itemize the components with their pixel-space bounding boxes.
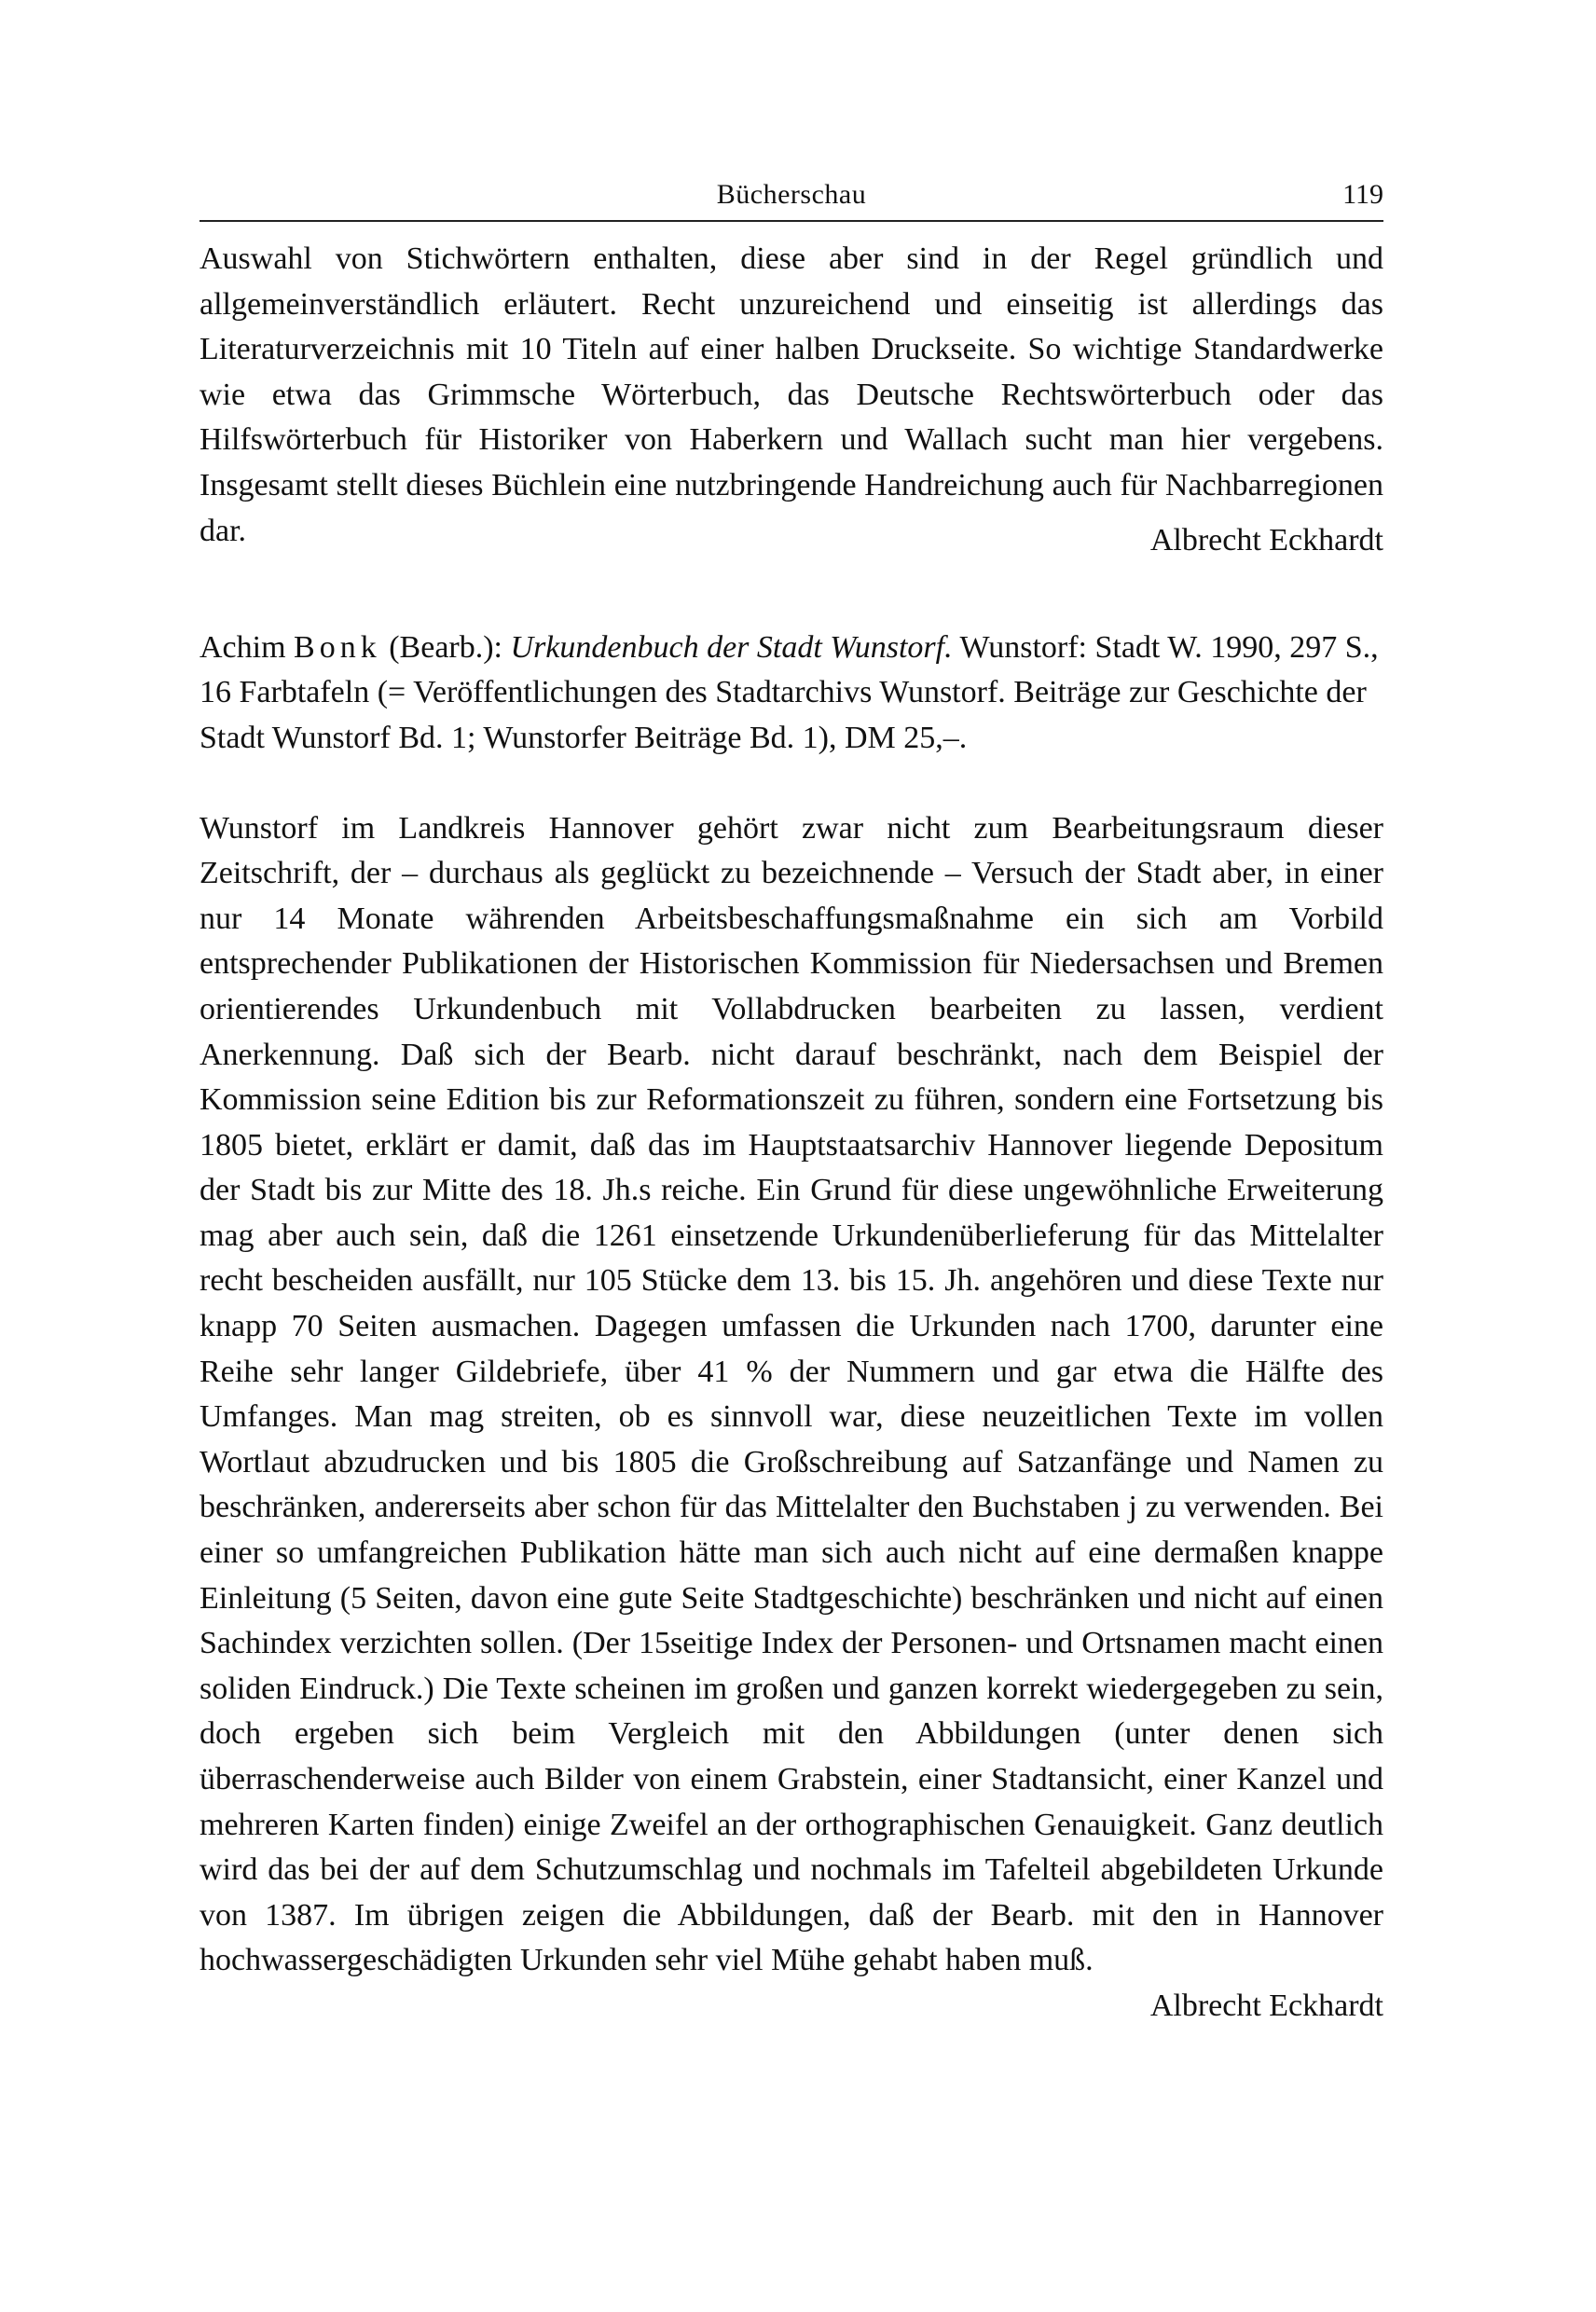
- citation-author-last: Bonk: [294, 629, 381, 665]
- page: [200, 173, 1383, 2030]
- running-head: [200, 173, 1383, 216]
- running-title: Bücherschau: [716, 179, 867, 210]
- citation-author-first: Achim: [200, 629, 286, 665]
- citation-book-title: Urkundenbuch der Stadt Wunstorf.: [510, 629, 953, 665]
- review-2-body: Wunstorf im Landkreis Hannover gehört zwar nicht zum Bearbeitungsraum dieser Zeitschrift, der – durchaus als geglückt zu bezeichnende – Versuch der Stadt aber, in einer nur 14 Monate währenden Arbeitsbeschaffungsmaßnahme ein sich am Vorbild entsprechender Publikationen der Historischen Kommission für Niedersachsen und Bremen orientierendes Urkundenbuch mit Vollabdrucken bearbeiten zu lassen, verdient Anerkennung. Daß sich der Bearb. nicht darauf beschränkt, nach dem Beispiel der Kommission seine Edition bis zur Reformationszeit zu führen, sondern eine Fortsetzung bis 1805 bietet, erklärt er damit, daß das im Hauptstaatsarchiv Hannover liegende Depositum der Stadt bis zur Mitte des 18. Jh.s reiche. Ein Grund für diese ungewöhnliche Erweiterung mag aber auch sein, daß die 1261 einsetzende Urkundenüberlieferung für das Mittelalter recht bescheiden ausfällt, nur 105 Stücke dem 13. bis 15. Jh. angehören und diese Texte nur knapp 70 Seiten ausmachen. Dagegen umfassen die Urkunden nach 1700, darunter eine Reihe sehr langer Gildebriefe, über 41 % der Nummern und gar etwa die Hälfte des Umfanges. Man mag streiten, ob es sinnvoll war, diese neuzeitlichen Texte im vollen Wortlaut abzudrucken und bis 1805 die Großschreibung auf Satzanfänge und Namen zu beschränken, andererseits aber schon für das Mittelalter den Buchstaben j zu verwenden. Bei einer so umfangreichen Publikation hätte man sich auch nicht auf eine dermaßen knappe Einleitung (5 Seiten, davon eine gute Seite Stadtgeschichte) beschränken und nicht auf einen Sachindex verzichten sollen. (Der 15seitige Index der Personen- und Ortsnamen macht einen soliden Eindruck.) Die Texte scheinen im großen und ganzen korrekt wiedergegeben zu sein, doch ergeben sich beim Vergleich mit den Abbildungen (unter denen sich überraschenderweise auch Bilder von einem Grabstein, einer Stadtansicht, einer Kanzel und mehreren Karten finden) einige Zweifel an der orthographischen Genauigkeit. Ganz deutlich wird das bei der auf dem Schutzumschlag und nochmals im Tafelteil abgebildeten Urkunde von 1387. Im übrigen zeigen die Abbildungen, daß der Bearb. mit den in Hannover hochwassergeschädigten Urkunden sehr viel Mühe gehabt haben muß.: [200, 810, 1383, 1978]
- header-rule: [200, 220, 1383, 222]
- citation-details: Wunstorf: Stadt W. 1990, 297 S., 16 Farbtafeln (= Veröffentlichungen des Stadtarchivs Wunstorf. Beiträge zur Geschichte der Stadt Wunstorf Bd. 1; Wunstorfer Beiträge Bd. 1), DM 25,–.: [200, 629, 1379, 755]
- review-1-body: Auswahl von Stichwörtern enthalten, diese aber sind in der Regel gründlich und allgemeinverständlich erläutert. Recht unzureichend und einseitig ist allerdings das Literaturverzeichnis mit 10 Titeln auf einer halben Druckseite. So wichtige Standardwerke wie etwa das Grimmsche Wörterbuch, das Deutsche Rechtswörterbuch oder das Hilfswörterbuch für Historiker von Haberkern und Wallach sucht man hier vergebens. Insgesamt stellt dieses Büchlein eine nutzbringende Handreichung auch für Nachbarregionen dar.: [200, 241, 1383, 548]
- review-2-reviewer: Albrecht Eckhardt: [1149, 1988, 1383, 2023]
- review-1-reviewer: Albrecht Eckhardt: [1149, 523, 1383, 558]
- citation-role: (Bearb.):: [389, 629, 503, 665]
- page-number: 119: [1342, 179, 1383, 210]
- review-2-citation: [200, 626, 1383, 762]
